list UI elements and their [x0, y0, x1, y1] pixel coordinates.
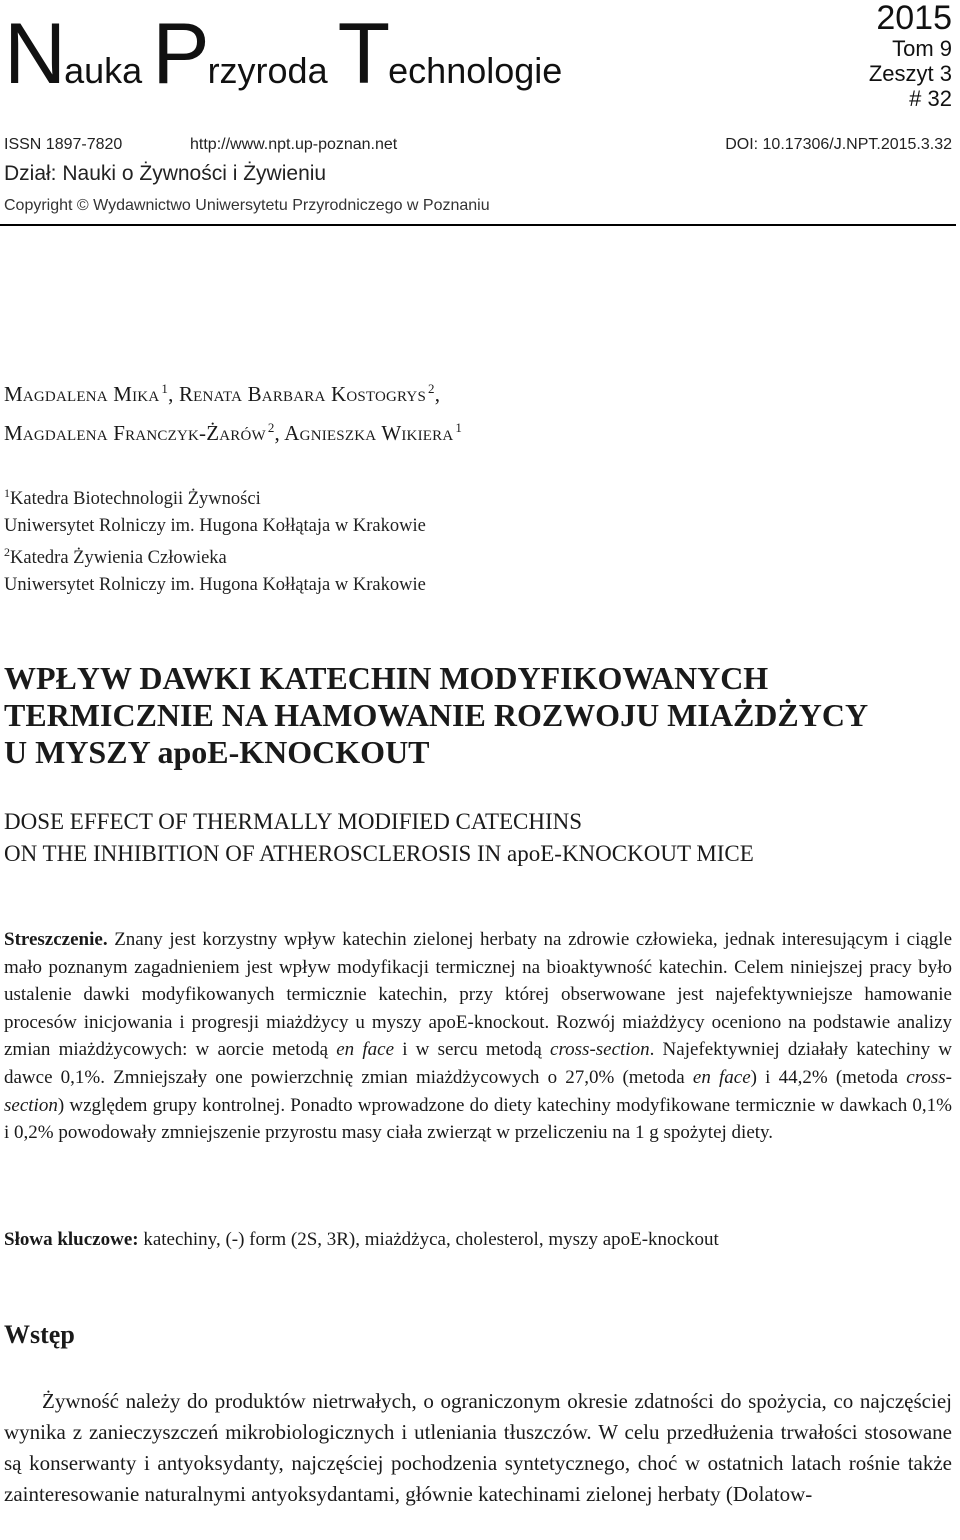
article-title-polish — [4, 660, 954, 771]
affiliation-department: $^1$Katedra Biotechnologii Żywności — [4, 486, 261, 510]
title-line: ON THE INHIBITION OF ATHEROSCLEROSIS IN apoE-KNOCKOUT MICE — [4, 841, 754, 866]
issn: ISSN 1897-7820 — [4, 136, 123, 153]
issue-volume: Tom 9 — [892, 36, 952, 61]
journal-title-word-3: Technologie — [337, 6, 563, 102]
section-heading-introduction: Wstęp — [4, 1320, 75, 1349]
author-name: Magdalena Mika — [4, 382, 160, 406]
author-name: Magdalena Franczyk-Żarów — [4, 421, 266, 445]
article-title-english — [4, 806, 954, 870]
author-affiliation-mark: 1 — [161, 381, 169, 396]
article-number: # 32 — [909, 86, 952, 111]
journal-title-word-1: Nauka — [4, 6, 153, 102]
journal-url-link[interactable]: http://www.npt.up-poznan.net — [190, 136, 398, 153]
author-list — [4, 372, 462, 450]
journal-section: Dział: Nauki o Żywności i Żywieniu — [4, 162, 327, 185]
author-line: Magdalena Franczyk-Żarów $^2$, Agnieszka Wikiera $^1$ — [4, 420, 463, 445]
title-line: DOSE EFFECT OF THERMALLY MODIFIED CATECHINS — [4, 809, 583, 834]
author-line: Magdalena Mika $^1$, Renata Barbara Kostogrys $^2$, — [4, 381, 441, 406]
header-divider — [0, 224, 956, 226]
title-line: U MYSZY apoE-KNOCKOUT — [4, 734, 430, 770]
affiliation-list — [4, 480, 426, 598]
affiliation-university: Uniwersytet Rolniczy im. Hugona Kołłątaja w Krakowie — [4, 515, 426, 536]
issue-number: Zeszyt 3 — [868, 61, 952, 86]
author-affiliation-mark: 2 — [267, 420, 275, 435]
keywords — [4, 1226, 952, 1254]
keywords-text: katechiny, (-) form (2S, 3R), miażdżyca, cholesterol, myszy apoE-knockout — [138, 1229, 719, 1250]
abstract-label: Streszczenie. — [4, 929, 108, 950]
title-line: TERMICZNIE NA HAMOWANIE ROZWOJU MIAŻDŻYCY — [4, 697, 869, 733]
affiliation-department: $^2$Katedra Żywienia Człowieka — [4, 545, 227, 569]
issue-year: 2015 — [876, 0, 952, 37]
title-line: WPŁYW DAWKI KATECHIN MODYFIKOWANYCH — [4, 660, 769, 696]
journal-title-word-2: Przyroda — [152, 6, 338, 102]
doi-link[interactable]: DOI: 10.17306/J.NPT.2015.3.32 — [725, 136, 952, 153]
publication-meta — [4, 136, 952, 154]
keywords-label: Słowa kluczowe: — [4, 1229, 139, 1250]
abstract: Streszczenie. Znany jest korzystny wpływ katechin zielonej herbaty na zdrowie człowieka, jednak interesującym i ciągle mało poznanym zagadnieniem jest wpływ modyfikacji termicznej na bioaktywność katechin. Celem niniejszej pracy było ustalenie dawki modyfikowanych termicznie katechin, przy której obserwowane jest najefektywniejsze hamowanie procesów inicjowania i progresji miażdżycy u myszy apoE-knockout. Rozwój miażdżycy oceniono na podstawie analizy zmian miażdżycowych: w aorcie metodą en face i w sercu metodą cross-section. Najefektywniej działały katechiny w dawce 0,1%. Zmniejszały one powierzchnię zmian miażdżycowych o 27,0% (metoda en face) i 44,2% (metoda cross-section) względem grupy kontrolnej. Ponadto wprowadzone do diety katechiny modyfikowane termicznie w dawkach 0,1% i 0,2% powodowały zmniejszenie przyrostu masy ciała zwierząt w przeliczeniu na 1 g spożytej diety. — [4, 929, 953, 1144]
author-affiliation-mark: 2 — [427, 381, 435, 396]
introduction-paragraph: Żywność należy do produktów nietrwałych, o ograniczonym okresie zdatności do spożycia, co najczęściej wynika z zanieczyszczeń mikrobiologicznych i utleniania tłuszczów. W celu przedłużenia trwałości stosowane są konserwanty i antyoksydanty, najczęściej pochodzenia syntetycznego, choć w ostatnich latach rośnie także zainteresowanie naturalnymi antyoksydantami, głównie katechinami zielonej herbaty (Dolatow- — [4, 1389, 952, 1506]
issue-info — [869, 0, 952, 111]
affiliation-university: Uniwersytet Rolniczy im. Hugona Kołłątaja w Krakowie — [4, 574, 426, 595]
copyright-notice: Copyright © Wydawnictwo Uniwersytetu Przyrodniczego w Poznaniu — [4, 197, 490, 214]
author-name: Agnieszka Wikiera — [284, 421, 454, 445]
journal-title — [4, 4, 562, 121]
author-affiliation-mark: 1 — [455, 420, 463, 435]
author-name: Renata Barbara Kostogrys — [178, 382, 427, 406]
